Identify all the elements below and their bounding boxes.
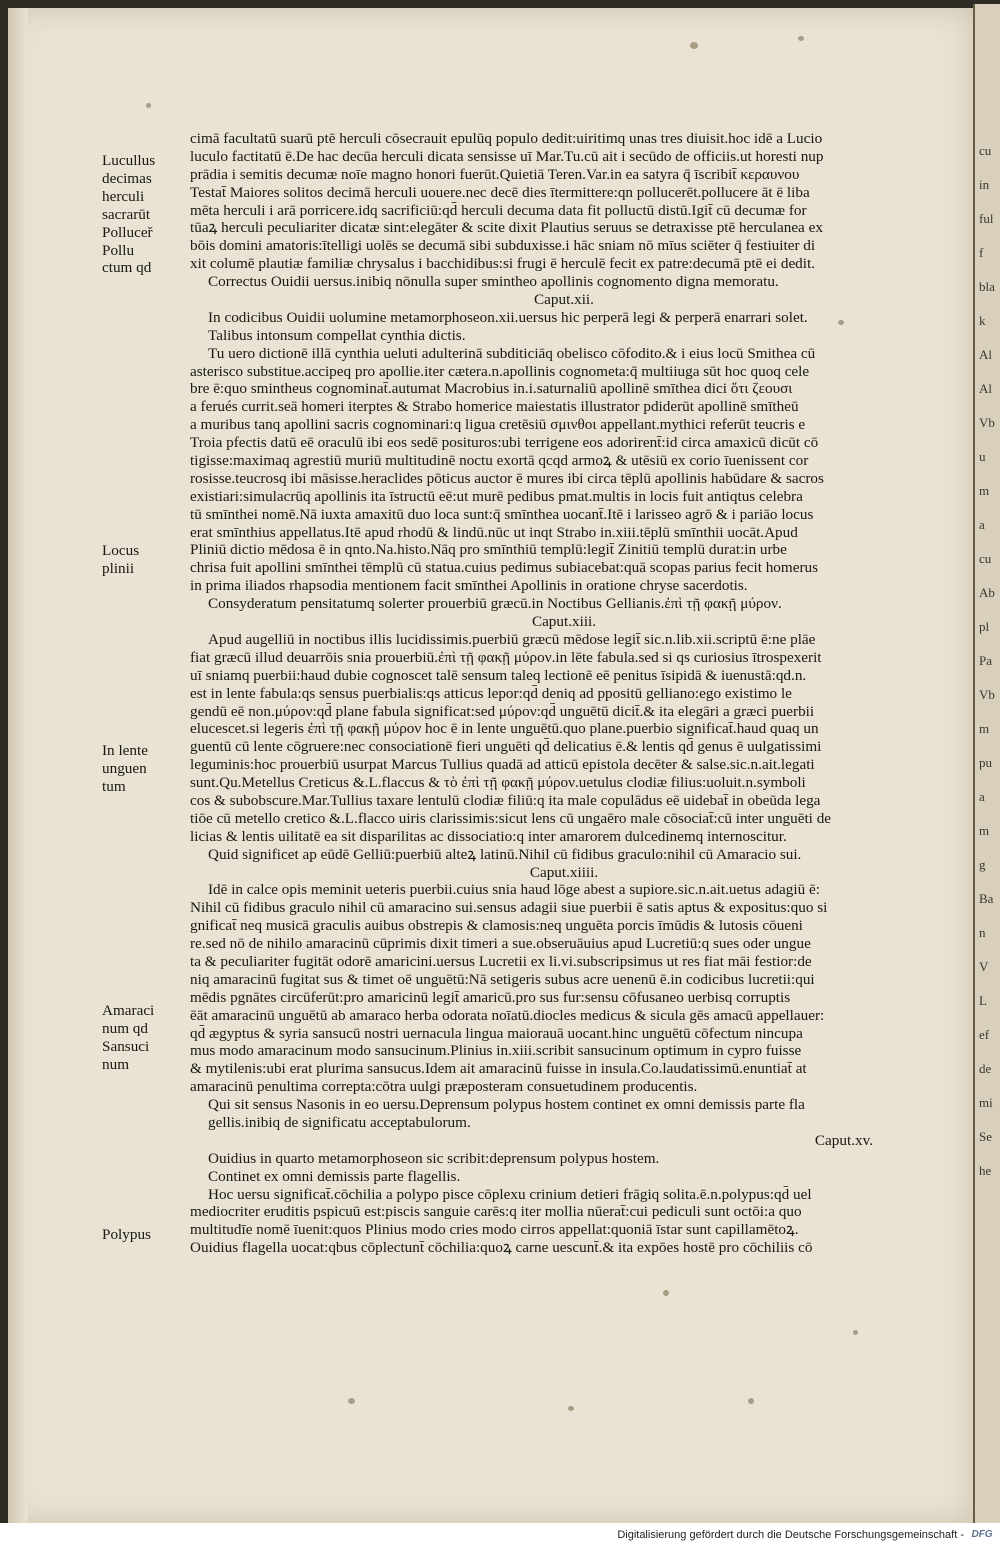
margin-note-line: num <box>102 1055 130 1073</box>
text-line: cos & subobscure.Mar.Tullius taxare lentulū clodiæ filiū:q ita male copulādus eē uidebat̄ in obeūda lega <box>190 791 821 809</box>
next-page-fragment: pl <box>979 619 990 634</box>
text-line: xit columē plautiæ familiæ chrysalus i bacchidibus:si frugi ē herculē fecit ex patre:decumā ptē ei dedit. <box>190 255 816 273</box>
text-line: a ferués currit.seā homeri iterptes & Strabo homerice maiestatis illustrator pdiderūt apollinē smītheū <box>190 398 799 416</box>
text-line: mēta herculi i arā porricere.idq sacrificiū:qd̄ herculi decuma data fit polluctū distū.Igit̄ cū decumæ for <box>190 201 807 219</box>
next-page-fragment: mi <box>979 1095 993 1110</box>
text-line: Hoc uersu significat̄.cōchilia a polypo pisce cōplexu crinium detieri frāgiq solita.ē.n.polypus:qd̄ uel <box>208 1185 812 1203</box>
margin-note-line: unguen <box>102 759 147 777</box>
next-page-fragment: g <box>979 857 986 872</box>
text-line: multitudīe nomē īuenit:quos Plinius modo cries modo cirros appellat:quoniā īstar sunt capillamētoꝝ. <box>190 1221 799 1239</box>
stain-mark <box>348 1398 355 1404</box>
text-line: tū smīnthei nomē.Nā iuxta amaxitū duo loca sunt:q̄ smīnthea uocant̄.Itē i larisseo agrō & i pariāo locus <box>190 505 814 523</box>
text-line: qd̄ ægyptus & syria sansucū nostri uernacula lingua maiorauā uocant.hinc unguētū cōfectum nincupa <box>190 1024 803 1042</box>
next-page-fragment: cu <box>979 143 992 158</box>
next-page-fragment: m <box>979 823 990 838</box>
text-line: Ouidius flagella uocat:qbus cōplectunt̄ cōchilia:quoꝝ carne uescunt̄.& ita expōes hostē pro cōchiliis cō <box>190 1239 813 1257</box>
margin-note-line: decimas <box>102 169 152 187</box>
text-line: Continet ex omni demissis parte flagellis. <box>208 1167 461 1185</box>
text-line: Talibus intonsum compellat cynthia dictis. <box>208 326 466 344</box>
margin-note-line: Polluceř <box>102 223 153 241</box>
text-line: Testat̄ Maiores solitos decimā herculi uouere.nec decē dies ītermittere:qn pollucerēt.pollucere āt ē liba <box>190 183 810 201</box>
page-gutter <box>8 8 28 1523</box>
margin-note-line: Sansuci <box>102 1037 150 1055</box>
chapter-heading: Caput.xiiii. <box>529 863 599 881</box>
next-page-fragment: f <box>979 245 984 260</box>
chapter-heading: Caput.xv. <box>814 1131 873 1149</box>
next-page-fragment: n <box>979 925 986 940</box>
text-line: tiōe cū metello cretico &.L.flacco uiris clarissimis:sicut lens cū ungaēro male cōsociat̄:cū inter unguēti de <box>190 809 832 827</box>
text-line: est in lente fabula:qs sensus puerbialis:qs atticus lepor:qd̄ deniq ad ppositū gelliano:ego existimo le <box>190 684 792 702</box>
text-line: Idē in calce opis meminit ueteris puerbii.cuius snia haud lōge abest a supiore.sic.n.ait.uetus adagiū ē: <box>208 881 820 899</box>
text-line: rosisse.teucrosq ibi māsisse.heraclides pōticus auctor ē mures ibi circa tēplū apollinis habūdare & sacros <box>190 469 824 487</box>
next-page-fragment: de <box>979 1061 992 1076</box>
text-line: sunt.Qu.Metellus Creticus &.L.flaccus & τὸ ἐπὶ τῇ φακῇ μύρον.uetulus clodiæ filius:uoluit.n.symboli <box>190 774 806 792</box>
next-page-fragment: Vb <box>979 687 995 702</box>
main-text-block <box>190 130 938 1257</box>
next-page-fragment: in <box>979 177 990 192</box>
margin-note-line: In lente <box>102 742 148 759</box>
margin-note-line: herculi <box>102 187 145 205</box>
text-line: Quid significet ap eūdē Gelliū:puerbiū alteꝝ latinū.Nihil cū fidibus graculo:nihil cū Amaracio sui. <box>208 845 802 863</box>
next-page-fragment: Vb <box>979 415 995 430</box>
text-line: Tu uero dictionē illā cynthia ueluti adulterinā subditiciāq obelisco cōfodito.& i eius locū Smithea cū <box>208 344 816 362</box>
margin-note-line: Polypus <box>102 1226 151 1243</box>
next-page-fragment: V <box>979 959 989 974</box>
text-line: fiat græcū illud deuarrōis snia prouerbiū.ἐπὶ τῇ φακῇ μύρον.in lēte fabula.sed si qs curiosius ītrospexerit <box>190 648 822 666</box>
text-line: a muribus tanq apollini sacris cognominari:q ligua cretēsiū σμινθοι appellant.mythici referūt teucris e <box>190 416 806 434</box>
text-line: ēāt amaracinū unguētū ab amaraco herba odorata noīatū.diocles medicus & sicula gēs amacū appellauer: <box>190 1006 825 1024</box>
text-line: existiari:simulacrūq apollinis ita īstructū eē:ut murē pedibus pmat.multis in locis fuit antiqtus celebra <box>190 487 803 505</box>
text-line: prādia i semitis decumæ noīe magno honori fuerūt.Quietiā Teren.Var.in ea satyra q̄ īscribit̄ κεραυνου <box>190 165 800 183</box>
footer-bar <box>0 1523 1000 1549</box>
text-line: gendū eē non.μύρον:qd̄ plane fabula significat:sed μύρον:qd̄ unguētū dicit̄.& ita elegāri a græci puerbii <box>190 702 815 720</box>
text-line: Correctus Ouidii uersus.inibiq nōnulla super smintheo apollinis cognomento digna memoratu. <box>208 273 779 291</box>
text-line: tigisse:maximaq agrestiū muriū multitudinē noctu exortā qcqd armoꝝ & utēsiū ex corio īuenissent cor <box>190 452 809 470</box>
next-page-fragment: Al <box>979 347 992 362</box>
margin-note-line: plinii <box>102 559 135 577</box>
next-page-fragment: Ab <box>979 585 995 600</box>
text-line: licias & lentis uilitatē ea sit disparilitas ac dissociatio:q inter amarorem dulcedinemq internoscitur. <box>190 827 787 845</box>
stain-mark <box>663 1290 669 1296</box>
next-page-fragment: a <box>979 517 985 532</box>
next-page-fragment: a <box>979 789 985 804</box>
chapter-heading: Caput.xii. <box>534 291 594 309</box>
stain-mark <box>690 42 698 49</box>
margin-note-lucullus <box>102 152 190 277</box>
text-line: Consyderatum pensitatumq solerter prouerbiū græcū.in Noctibus Gellianis.ἐπὶ τῇ φακῇ μύρον. <box>208 595 782 613</box>
next-page-fragment: Pa <box>979 653 992 668</box>
next-page-fragment: L <box>979 993 987 1008</box>
margin-note-line: Pollu <box>102 241 135 259</box>
text-line: mediocriter eruditis pspicuū est:piscis sanguie carēs:q iter mollia nūerat̄:cui pediculi sunt octōi:a quo <box>190 1203 802 1221</box>
text-line: mus modo amaracinum modo sansucinum.Plinius in.xiii.scribit sansucinum optimum in cypro fuisse <box>190 1042 802 1060</box>
stain-mark <box>146 103 151 108</box>
text-line: gellis.inibiq de significatu acceptabulorum. <box>208 1113 471 1131</box>
margin-note-polypus <box>102 1226 190 1244</box>
margin-note-amaracinum <box>102 1002 190 1074</box>
text-line: Pliniū dictio mēdosa ē in qnto.Na.histo.Nāq pro smīnthiū templū:legit̄ Zinitiū templū durat:in urbe <box>190 541 787 559</box>
margin-note-line: Lucullus <box>102 152 156 169</box>
text-line: uī sniamq puerbii:haud dubie cognoscet talē sensum taleq lectionē eē penitus īsipidā & iuenustā:qd.n. <box>190 666 807 684</box>
stain-mark <box>853 1330 858 1335</box>
funding-credit: Digitalisierung gefördert durch die Deutsche Forschungsgemeinschaft - <box>617 1529 964 1541</box>
next-page-fragment: ef <box>979 1027 990 1042</box>
text-line: tūaꝝ herculi peculiariter dicatæ sint:elegāter & scite dixit Plautius seruus se detraxisse ptē herculanea ex <box>190 219 823 237</box>
next-page-fragment: ful <box>979 211 994 226</box>
margin-note-in-lente <box>102 742 190 796</box>
text-line: In codicibus Ouidii uolumine metamorphoseon.xii.uersus hic perperā legi & perperā enarrari solet. <box>208 308 808 326</box>
next-page-fragment: Ba <box>979 891 994 906</box>
text-line: mēdis pgnātes circūferūt:pro amaricinū legit̄ amaricū.pro sus fur:sensu cōfusaneo uerbisq corruptis <box>190 988 791 1006</box>
next-page-fragment: pu <box>979 755 992 770</box>
text-line: & mytilenis:ubi erat plurima sansucus.Idem ait amaracinū fuisse in insula.Co.laudatissimū.enuntiat̄ at <box>190 1060 807 1078</box>
next-page-fragment: Se <box>979 1129 992 1144</box>
text-line: erat smīnthius appellatus.Itē apud rhodū & lindū.nūc ut inqt Strabo in.xiii.tēplū smīnthii uocāt.Apud <box>190 523 798 541</box>
text-line: Ouidius in quarto metamorphoseon sic scribit:deprensum polypus hostem. <box>208 1149 660 1167</box>
stain-mark <box>798 36 804 41</box>
margin-note-line: num qd <box>102 1019 148 1037</box>
next-page-fragment: he <box>979 1163 992 1178</box>
margin-note-locus-plinii <box>102 542 190 578</box>
margin-note-line: Amaraci <box>102 1002 155 1019</box>
margin-note-line: ctum qd <box>102 259 152 277</box>
text-line: bre ē:quo smintheus cognominat̄.autumat Macrobius in.i.saturnaliū apollinē smīthea dici ὅτι ζεουσι <box>190 380 793 398</box>
next-page-fragment: u <box>979 449 986 464</box>
margin-note-line: sacrarūt <box>102 205 151 223</box>
text-line: asterisco substitue.accipeq pro apollie.iter cætera.n.apollinis cognometa:q̄ multiiuga sūt hoc quoq cele <box>190 362 810 380</box>
next-page-fragment: bla <box>979 279 995 294</box>
text-line: elucescet.si legeris ἐπὶ τῇ φακῇ μύρον hoc ē in lente unguētū.quo plane.puerbio significat̄.haud quaq un <box>190 720 819 738</box>
next-page-fragment: cu <box>979 551 992 566</box>
text-line: re.sed nō de nihilo amaracinū cūprimis dixit timeri a sue.obseruāuius apud Lucretiū:q sues oder ungue <box>190 935 811 953</box>
text-line: luculo factitatū ē.De hac decūa herculi dicata sensisse uī Mar.Tu.cū ait i secūdo de officiis.ut horesti nup <box>190 147 824 165</box>
text-line: in prima iliados rhapsodia mentionem facit smīnthei Apollinis in oratione chryse sacerdotis. <box>190 577 748 595</box>
text-line: amaracinū penultima correpta:cōtra uulgi præposteram consuetudinem producentis. <box>190 1078 698 1096</box>
text-line: Apud augelliū in noctibus illis lucidissimis.puerbiū græcū mēdose legit̄ sic.n.lib.xii.scriptū ē:ne plāe <box>208 630 816 648</box>
text-line: guentū cū lente cōgruere:nec consociationē fieri unguēti qd̄ delicatius ē.& lentis qd̄ genus ē uulgatissimi <box>190 738 822 756</box>
stain-mark <box>568 1406 574 1411</box>
text-line: Nihil cū fidibus graculo nihil cū amaracino sui.sensus adagii siue puerbii ē satis aptus & expositus:quo si <box>190 899 828 917</box>
next-page-fragment: m <box>979 483 990 498</box>
next-page-fragment: m <box>979 721 990 736</box>
margin-note-line: tum <box>102 777 126 795</box>
text-line: leguminis:hoc prouerbiū usurpat Marcus Tullius quadā ad atticū epistola decēter & salse.sic.n.ait.legati <box>190 756 815 774</box>
text-line: ta & peculiariter fugitāt odorē amaricini.uersus Lucretii ex li.vi.subscripsimus ut res fiat māi festior:de <box>190 952 812 970</box>
text-line: niq amaracinū fugitat sus & timet oē unguētū:Nā setigeris subus acre uenenū ē.in codicibus lucretii:qui <box>190 970 815 988</box>
dfg-logo: DFG <box>971 1529 993 1540</box>
chapter-heading: Caput.xiii. <box>531 613 597 631</box>
text-line: Qui sit sensus Nasonis in eo uersu.Deprensum polypus hostem continet ex omni demissis parte fla <box>208 1096 805 1114</box>
stain-mark <box>748 1398 754 1404</box>
next-page-fragment: k <box>979 313 986 328</box>
text-line: Troia pfectis datū eē oraculū ibi eos sedē posituros:ubi terrigene eos adorirent̄:id circa amaxicū dicūt cō <box>190 434 819 452</box>
text-line: bōis domini amatoris:ītelligi uolēs se decumā sibi subduxisse.i hāc sniam nō mīus sciēter q̄ festiuiter di <box>190 237 816 255</box>
margin-note-line: Locus <box>102 542 140 559</box>
text-line: cimā facultatū suarū ptē herculi cōsecrauit epulūq populo dedit:uiritimq unas tres diuisit.hoc idē a Lucio <box>190 130 823 147</box>
text-line: chrisa fuit apollini smīnthei tēmplū cū statua.cuius pedimus subiacebat:quā scopas parius fecit homerus <box>190 559 819 577</box>
next-page-edge <box>973 4 1000 1523</box>
next-page-fragment: Al <box>979 381 992 396</box>
text-line: gnificat̄ neq musicā graculis auibus obstrepis & clamosis:neq unguēta porcis īmūdis & lutosis cōueni <box>190 917 803 935</box>
